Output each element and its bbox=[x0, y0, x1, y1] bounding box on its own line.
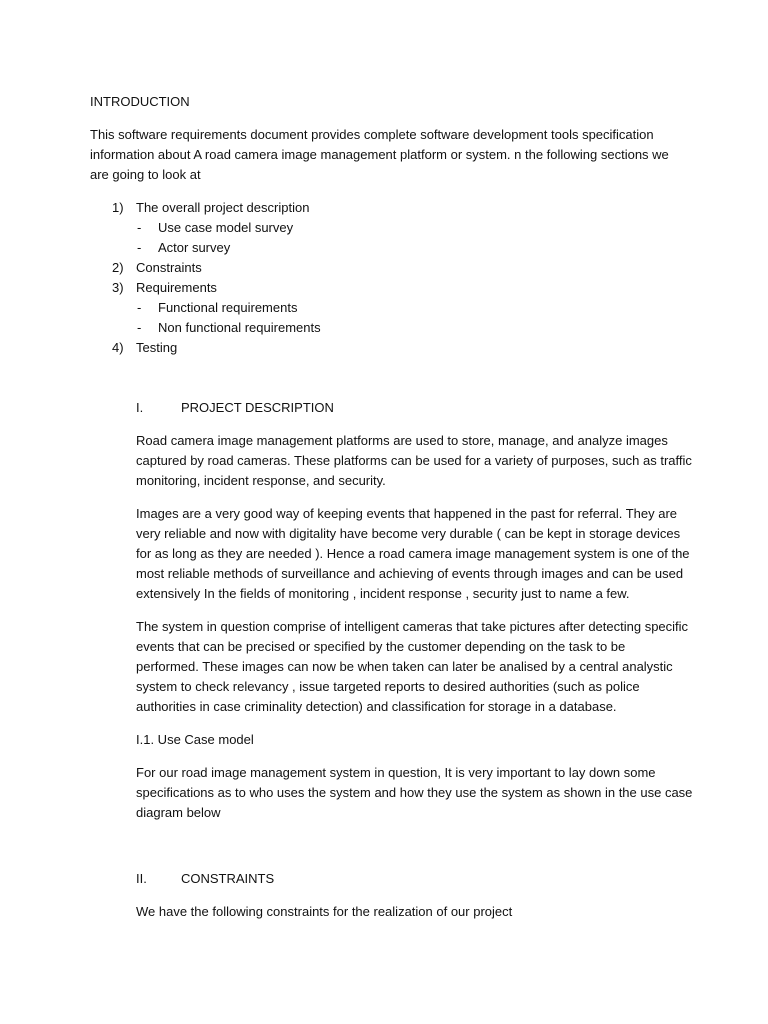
section-title: CONSTRAINTS bbox=[181, 871, 275, 886]
list-number: 1) bbox=[112, 200, 124, 215]
paragraph-line: are going to look at bbox=[90, 167, 201, 182]
paragraph-line: authorities in case criminality detection) and classification for storage in a database. bbox=[136, 699, 617, 714]
list-item: The overall project description bbox=[136, 200, 310, 215]
paragraph-line: performed. These images can now be when taken can later be analised by a central analystic bbox=[136, 659, 673, 674]
paragraph-line: monitoring, incident response, and security. bbox=[136, 473, 386, 488]
list-subitem: Functional requirements bbox=[158, 300, 298, 315]
section-number: I. bbox=[136, 400, 144, 415]
list-bullet: - bbox=[137, 320, 142, 335]
use-case-paragraph bbox=[136, 763, 696, 823]
paragraph-line: system to check relevancy , issue targeted reports to desired authorities (such as police bbox=[136, 679, 640, 694]
project-description-paragraph bbox=[136, 431, 696, 491]
paragraph-line: for as long as they are needed ). Hence a road camera image management system is one of the bbox=[136, 546, 690, 561]
project-description-paragraph bbox=[136, 617, 696, 717]
paragraph-line: very reliable and now with digitality have become very durable ( can be kept in storage devices bbox=[136, 526, 681, 541]
paragraph-line: This software requirements document provides complete software development tools specification bbox=[90, 127, 654, 142]
paragraph-line: specifications as to who uses the system and how they use the system as shown in the use case bbox=[136, 785, 693, 800]
list-item: Requirements bbox=[136, 280, 217, 295]
paragraph-line: Road camera image management platforms are used to store, manage, and analyze images bbox=[136, 433, 668, 448]
constraints-paragraph bbox=[136, 902, 696, 922]
paragraph-line: Images are a very good way of keeping events that happened in the past for referral. They are bbox=[136, 506, 678, 521]
section-number: II. bbox=[136, 871, 147, 886]
list-number: 3) bbox=[112, 280, 124, 295]
paragraph-line: information about A road camera image management platform or system. n the following sections we bbox=[90, 147, 669, 162]
list-number: 4) bbox=[112, 340, 124, 355]
list-subitem: Use case model survey bbox=[158, 220, 294, 235]
project-description-paragraph bbox=[136, 504, 696, 604]
paragraph-line: diagram below bbox=[136, 805, 221, 820]
list-item: Testing bbox=[136, 340, 178, 355]
use-case-subheading: I.1. Use Case model bbox=[136, 732, 254, 747]
introduction-paragraph bbox=[90, 125, 690, 185]
paragraph-line: events that can be precised or specified by the customer depending on the task to be bbox=[136, 639, 626, 654]
paragraph-line: most reliable methods of surveillance and achieving of events through images and can be used bbox=[136, 566, 684, 581]
paragraph-line: extensively In the fields of monitoring , incident response , security just to name a few. bbox=[136, 586, 630, 601]
introduction-heading: INTRODUCTION bbox=[90, 94, 190, 109]
list-number: 2) bbox=[112, 260, 124, 275]
paragraph-line: We have the following constraints for the realization of our project bbox=[136, 904, 513, 919]
list-bullet: - bbox=[137, 300, 142, 315]
list-bullet: - bbox=[137, 240, 142, 255]
list-subitem: Actor survey bbox=[158, 240, 231, 255]
section-title: PROJECT DESCRIPTION bbox=[181, 400, 334, 415]
list-item: Constraints bbox=[136, 260, 202, 275]
paragraph-line: captured by road cameras. These platforms can be used for a variety of purposes, such as traffic bbox=[136, 453, 692, 468]
paragraph-line: For our road image management system in question, It is very important to lay down some bbox=[136, 765, 656, 780]
list-subitem: Non functional requirements bbox=[158, 320, 321, 335]
paragraph-line: The system in question comprise of intelligent cameras that take pictures after detecting specific bbox=[136, 619, 689, 634]
list-bullet: - bbox=[137, 220, 142, 235]
